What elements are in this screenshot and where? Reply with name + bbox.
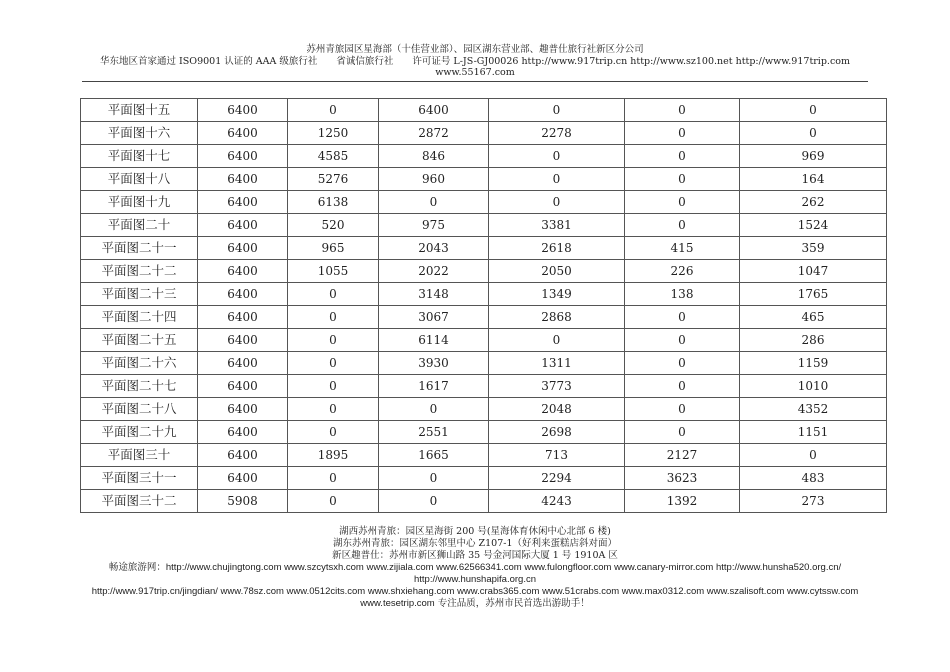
value-cell: 0 <box>288 329 379 352</box>
row-label-cell: 平面图十六 <box>81 122 198 145</box>
value-cell: 0 <box>288 398 379 421</box>
value-cell: 3623 <box>625 467 740 490</box>
value-cell: 6400 <box>198 444 288 467</box>
row-label-cell: 平面图三十 <box>81 444 198 467</box>
value-cell: 1311 <box>489 352 625 375</box>
value-cell: 1617 <box>379 375 489 398</box>
value-cell: 2022 <box>379 260 489 283</box>
value-cell: 6400 <box>379 99 489 122</box>
value-cell: 0 <box>489 191 625 214</box>
value-cell: 0 <box>379 398 489 421</box>
row-label-cell: 平面图十九 <box>81 191 198 214</box>
value-cell: 0 <box>740 122 887 145</box>
value-cell: 965 <box>288 237 379 260</box>
table-row <box>81 398 887 421</box>
row-label-cell: 平面图二十六 <box>81 352 198 375</box>
value-cell: 0 <box>740 444 887 467</box>
value-cell: 0 <box>288 490 379 513</box>
header-certification-line: 华东地区首家通过 ISO9001 认证的 AAA 级旅行社 省诚信旅行社 许可证号 L-JS-GJ00026 http://www.917trip.cn http://www.sz100.net http://www.917trip.com <box>100 55 850 67</box>
value-cell: 3773 <box>489 375 625 398</box>
value-cell: 1524 <box>740 214 887 237</box>
table-row <box>81 352 887 375</box>
value-cell: 6400 <box>198 283 288 306</box>
footer-link-hunshapifa[interactable]: http://www.hunshapifa.org.cn <box>414 574 536 585</box>
table-row <box>81 329 887 352</box>
value-cell: 0 <box>288 467 379 490</box>
row-label-cell: 平面图二十 <box>81 214 198 237</box>
value-cell: 6400 <box>198 352 288 375</box>
value-cell: 2551 <box>379 421 489 444</box>
value-cell: 0 <box>288 352 379 375</box>
table-row <box>81 283 887 306</box>
value-cell: 138 <box>625 283 740 306</box>
value-cell: 969 <box>740 145 887 168</box>
row-label-cell: 平面图二十五 <box>81 329 198 352</box>
value-cell: 0 <box>625 168 740 191</box>
row-label-cell: 平面图二十一 <box>81 237 198 260</box>
value-cell: 0 <box>489 168 625 191</box>
page-footer <box>0 526 950 610</box>
value-cell: 6400 <box>198 375 288 398</box>
value-cell: 0 <box>489 329 625 352</box>
value-cell: 3148 <box>379 283 489 306</box>
table-row <box>81 444 887 467</box>
value-cell: 226 <box>625 260 740 283</box>
value-cell: 1250 <box>288 122 379 145</box>
table-row <box>81 260 887 283</box>
footer-address-xinqu: 新区趣普仕：苏州市新区狮山路 35 号金河国际大厦 1 号 1910A 区 <box>332 550 618 561</box>
value-cell: 0 <box>625 352 740 375</box>
value-cell: 975 <box>379 214 489 237</box>
value-cell: 0 <box>288 99 379 122</box>
value-cell: 6400 <box>198 191 288 214</box>
value-cell: 6400 <box>198 214 288 237</box>
table-row <box>81 168 887 191</box>
value-cell: 0 <box>288 375 379 398</box>
value-cell: 1895 <box>288 444 379 467</box>
value-cell: 0 <box>379 490 489 513</box>
row-label-cell: 平面图二十八 <box>81 398 198 421</box>
row-label-cell: 平面图二十九 <box>81 421 198 444</box>
row-label-cell: 平面图十八 <box>81 168 198 191</box>
table-body <box>81 99 887 513</box>
value-cell: 1151 <box>740 421 887 444</box>
value-cell: 1349 <box>489 283 625 306</box>
row-label-cell: 平面图二十三 <box>81 283 198 306</box>
value-cell: 465 <box>740 306 887 329</box>
footer-slogan: 专注品质，苏州市民首选出游助手！ <box>437 598 590 609</box>
value-cell: 2050 <box>489 260 625 283</box>
value-cell: 2698 <box>489 421 625 444</box>
value-cell: 4585 <box>288 145 379 168</box>
value-cell: 2278 <box>489 122 625 145</box>
header-divider <box>82 81 868 82</box>
table-row <box>81 375 887 398</box>
value-cell: 2618 <box>489 237 625 260</box>
table-row <box>81 122 887 145</box>
value-cell: 0 <box>379 191 489 214</box>
row-label-cell: 平面图三十二 <box>81 490 198 513</box>
value-cell: 0 <box>489 145 625 168</box>
page-header <box>0 44 950 79</box>
value-cell: 0 <box>288 421 379 444</box>
floor-plan-table <box>80 98 887 513</box>
value-cell: 286 <box>740 329 887 352</box>
value-cell: 520 <box>288 214 379 237</box>
footer-links-label: 畅途旅游网： <box>108 562 166 573</box>
value-cell: 2127 <box>625 444 740 467</box>
value-cell: 2872 <box>379 122 489 145</box>
table-row <box>81 145 887 168</box>
value-cell: 6400 <box>198 122 288 145</box>
value-cell: 0 <box>625 214 740 237</box>
value-cell: 6400 <box>198 421 288 444</box>
value-cell: 6400 <box>198 237 288 260</box>
value-cell: 6138 <box>288 191 379 214</box>
table-row <box>81 490 887 513</box>
value-cell: 273 <box>740 490 887 513</box>
value-cell: 0 <box>740 99 887 122</box>
value-cell: 1010 <box>740 375 887 398</box>
value-cell: 0 <box>625 122 740 145</box>
value-cell: 6400 <box>198 260 288 283</box>
value-cell: 4352 <box>740 398 887 421</box>
value-cell: 3381 <box>489 214 625 237</box>
value-cell: 1392 <box>625 490 740 513</box>
value-cell: 2043 <box>379 237 489 260</box>
value-cell: 2294 <box>489 467 625 490</box>
value-cell: 0 <box>625 421 740 444</box>
row-label-cell: 平面图二十七 <box>81 375 198 398</box>
value-cell: 1765 <box>740 283 887 306</box>
value-cell: 6114 <box>379 329 489 352</box>
value-cell: 5908 <box>198 490 288 513</box>
value-cell: 0 <box>625 191 740 214</box>
value-cell: 6400 <box>198 306 288 329</box>
value-cell: 1047 <box>740 260 887 283</box>
row-label-cell: 平面图二十四 <box>81 306 198 329</box>
value-cell: 846 <box>379 145 489 168</box>
value-cell: 2868 <box>489 306 625 329</box>
value-cell: 6400 <box>198 467 288 490</box>
value-cell: 483 <box>740 467 887 490</box>
footer-links-line <box>0 562 950 574</box>
value-cell: 0 <box>625 398 740 421</box>
value-cell: 0 <box>625 306 740 329</box>
table-row <box>81 237 887 260</box>
value-cell: 6400 <box>198 398 288 421</box>
row-label-cell: 平面图三十一 <box>81 467 198 490</box>
table-row <box>81 467 887 490</box>
value-cell: 262 <box>740 191 887 214</box>
value-cell: 5276 <box>288 168 379 191</box>
value-cell: 0 <box>288 306 379 329</box>
value-cell: 164 <box>740 168 887 191</box>
value-cell: 2048 <box>489 398 625 421</box>
value-cell: 3067 <box>379 306 489 329</box>
value-cell: 6400 <box>198 99 288 122</box>
value-cell: 6400 <box>198 168 288 191</box>
table-row <box>81 99 887 122</box>
value-cell: 0 <box>489 99 625 122</box>
value-cell: 960 <box>379 168 489 191</box>
footer-links[interactable]: http://www.chujingtong.com www.szcytsxh.com www.zijiala.com www.62566341.com www.fulongfloor.com www.canary-mirror.com http://www.hunsha520.org.cn/ <box>165 562 842 573</box>
value-cell: 3930 <box>379 352 489 375</box>
value-cell: 6400 <box>198 145 288 168</box>
value-cell: 4243 <box>489 490 625 513</box>
value-cell: 0 <box>625 375 740 398</box>
value-cell: 0 <box>379 467 489 490</box>
table-row <box>81 421 887 444</box>
footer-link-tesetrip[interactable]: www.tesetrip.com <box>360 598 435 609</box>
value-cell: 0 <box>288 283 379 306</box>
value-cell: 713 <box>489 444 625 467</box>
value-cell: 415 <box>625 237 740 260</box>
value-cell: 1055 <box>288 260 379 283</box>
table-row <box>81 306 887 329</box>
row-label-cell: 平面图十七 <box>81 145 198 168</box>
header-website: www.55167.com <box>435 67 515 78</box>
table-row <box>81 191 887 214</box>
row-label-cell: 平面图十五 <box>81 99 198 122</box>
header-agency-names: 苏州青旅园区星海部（十佳营业部）、园区湖东营业部、趣普仕旅行社新区分公司 <box>306 44 644 55</box>
table-row <box>81 214 887 237</box>
value-cell: 6400 <box>198 329 288 352</box>
value-cell: 359 <box>740 237 887 260</box>
value-cell: 0 <box>625 329 740 352</box>
footer-links-2[interactable]: http://www.917trip.cn/jingdian/ www.78sz.com www.0512cits.com www.shxiehang.com www.crabs365.com www.51crabs.com www.max0312.com www.szalisoft.com www.cytssw.com <box>91 586 859 597</box>
value-cell: 1159 <box>740 352 887 375</box>
value-cell: 0 <box>625 99 740 122</box>
footer-address-hudong: 湖东苏州青旅：园区湖东邻里中心 Z107-1（好利来蛋糕店斜对面） <box>332 538 617 549</box>
row-label-cell: 平面图二十二 <box>81 260 198 283</box>
value-cell: 0 <box>625 145 740 168</box>
value-cell: 1665 <box>379 444 489 467</box>
footer-slogan-line <box>0 598 950 610</box>
footer-address-huxi: 湖西苏州青旅：园区星海街 200 号(星海体育休闲中心北部 6 楼) <box>339 526 611 537</box>
